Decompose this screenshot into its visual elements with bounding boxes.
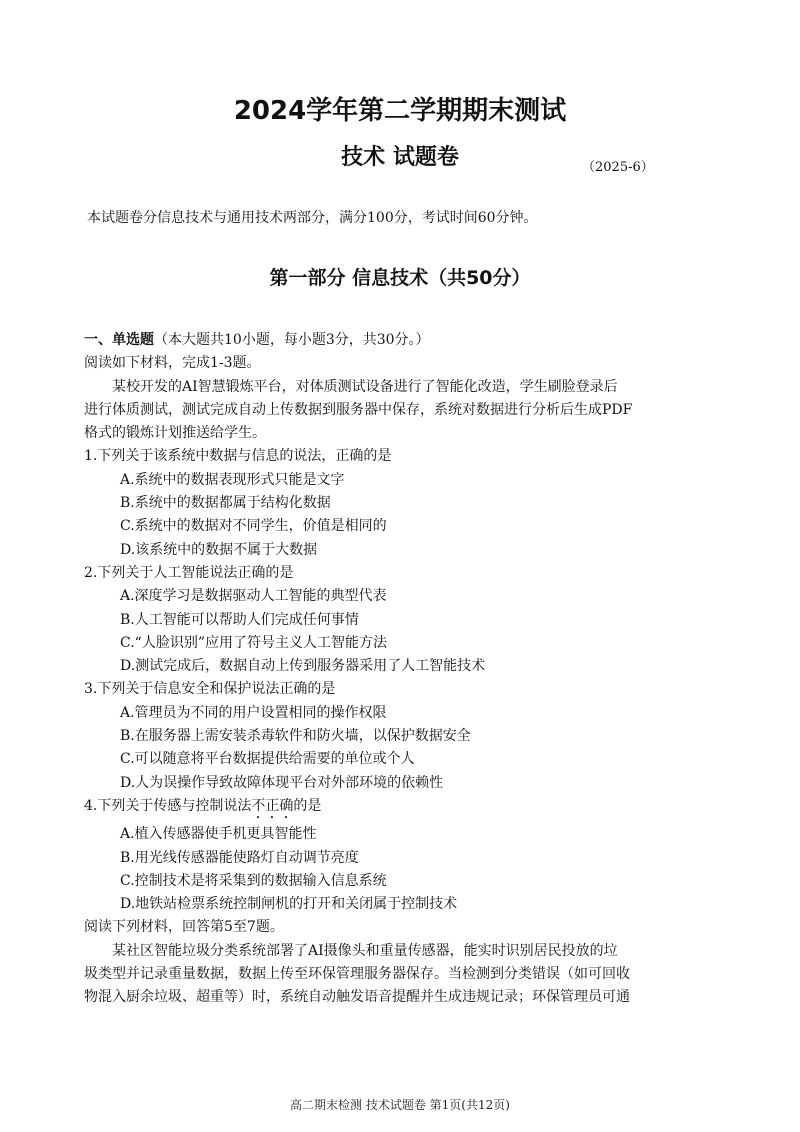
q4-stem <box>84 795 724 818</box>
q1-stem: 1.下列关于该系统中数据与信息的说法，正确的是 <box>84 448 392 465</box>
page-footer: 高二期末检测 技术试题卷 第1页(共12页) <box>290 1098 510 1112</box>
q4-option-d: D.地铁站检票系统控制闸机的打开和关闭属于控制技术 <box>120 896 458 913</box>
reading1-line: 进行体质测试，测试完成自动上传数据到服务器中保存，系统对数据进行分析后生成PDF <box>84 401 633 418</box>
q3-option-d: D.人为误操作导致故障体现平台对外部环境的依赖性 <box>120 774 444 791</box>
q2-option-d: D.测试完成后，数据自动上传到服务器采用了人工智能技术 <box>120 658 486 675</box>
exam-title: 2024学年第二学期期末测试 <box>233 96 567 126</box>
section-heading-note: （本大题共10小题，每小题3分，共30分。） <box>154 332 430 348</box>
q3-option-c: C.可以随意将平台数据提供给需要的单位或个人 <box>120 751 415 768</box>
section-heading <box>84 329 724 352</box>
q4-stem-emphasis: 不正确 <box>251 797 294 814</box>
q1-option-b: B.系统中的数据都属于结构化数据 <box>120 495 331 512</box>
exam-subtitle: 技术 试题卷 <box>341 145 459 170</box>
q4-stem-start: 4.下列关于传感与控制说法 <box>84 797 252 814</box>
exam-date: （2025-6） <box>582 160 654 175</box>
q2-option-b: B.人工智能可以帮助人们完成任何事情 <box>120 611 359 628</box>
section-heading-label: 一、单选题 <box>84 332 154 348</box>
reading1-line: 格式的锻炼计划推送给学生。 <box>84 425 266 442</box>
reading2-instruction: 阅读下列材料，回答第5至7题。 <box>84 919 284 936</box>
q1-option-c: C.系统中的数据对不同学生，价值是相同的 <box>120 518 387 535</box>
q3-stem: 3.下列关于信息安全和保护说法正确的是 <box>84 681 336 698</box>
reading1-line: 某校开发的AI智慧锻炼平台，对体质测试设备进行了智能化改造，学生刷脸登录后 <box>112 378 618 395</box>
q4-option-a: A.植入传感器使手机更具智能性 <box>120 826 317 843</box>
q4-stem-end: 的是 <box>293 797 322 814</box>
q3-option-a: A.管理员为不同的用户设置相同的操作权限 <box>120 704 387 721</box>
part-title: 第一部分 信息技术（共50分） <box>269 267 531 289</box>
q2-option-a: A.深度学习是数据驱动人工智能的典型代表 <box>120 588 387 605</box>
q2-stem: 2.下列关于人工智能说法正确的是 <box>84 564 294 581</box>
q3-option-b: B.在服务器上需安装杀毒软件和防火墙，以保护数据安全 <box>120 728 471 745</box>
q1-option-d: D.该系统中的数据不属于大数据 <box>120 541 318 558</box>
q2-option-c: C.“人脸识别”应用了符号主义人工智能方法 <box>120 634 387 651</box>
q4-option-c: C.控制技术是将采集到的数据输入信息系统 <box>120 872 387 889</box>
reading2-line: 圾类型并记录重量数据，数据上传至环保管理服务器保存。当检测到分类错误（如可回收 <box>84 966 630 983</box>
q4-option-b: B.用光线传感器能使路灯自动调节亮度 <box>120 849 359 866</box>
q1-option-a: A.系统中的数据表现形式只能是文字 <box>120 471 345 488</box>
questions-area <box>84 329 724 1010</box>
reading2-line: 某社区智能垃圾分类系统部署了AI摄像头和重量传感器，能实时识别居民投放的垃 <box>112 942 618 959</box>
reading2-line: 物混入厨余垃圾、超重等）时，系统自动触发语音提醒并生成违规记录；环保管理员可通 <box>84 989 630 1006</box>
reading1-instruction: 阅读如下材料，完成1-3题。 <box>84 355 261 372</box>
exam-intro: 本试题卷分信息技术与通用技术两部分，满分100分，考试时间60分钟。 <box>87 210 538 226</box>
